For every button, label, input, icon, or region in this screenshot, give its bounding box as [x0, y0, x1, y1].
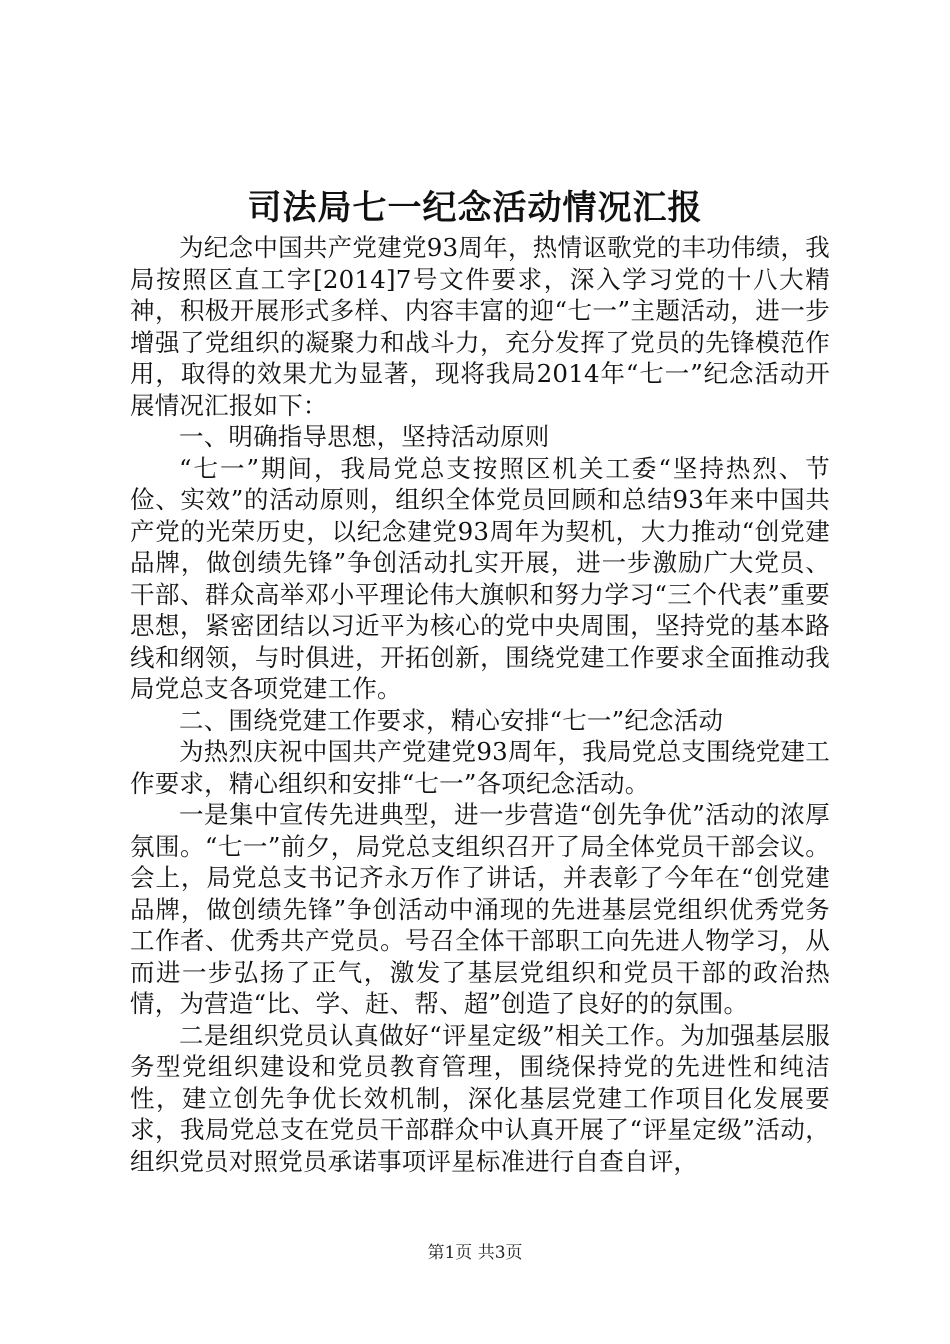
- document-body: [130, 232, 830, 1177]
- paragraph-section-2-intro: 为热烈庆祝中国共产党建党93周年，我局党总支围绕党建工作要求，精心组织和安排“七一”各项纪念活动。: [130, 737, 830, 798]
- paragraph-item-2: 二是组织党员认真做好“评星定级”相关工作。为加强基层服务型党组织建设和党员教育管理，围绕保持党的先进性和纯洁性，建立创先争优长效机制，深化基层党建工作项目化发展要求，我局党总支在党员干部群众中认真开展了“评星定级”活动，组织党员对照党员承诺事项评星标准进行自查自评，: [130, 1020, 830, 1176]
- paragraph-item-1: 一是集中宣传先进典型，进一步营造“创先争优”活动的浓厚氛围。“七一”前夕，局党总支组织召开了局全体党员干部会议。会上，局党总支书记齐永万作了讲话，并表彰了今年在“创党建品牌，做创绩先锋”争创活动中涌现的先进基层党组织优秀党务工作者、优秀共产党员。号召全体干部职工向先进人物学习，从而进一步弘扬了正气，激发了基层党组织和党员干部的政治热情，为营造“比、学、赶、帮、超”创造了良好的的氛围。: [130, 800, 830, 1018]
- document-title: 司法局七一纪念活动情况汇报: [247, 188, 703, 228]
- paragraph-section-1: “七一”期间，我局党总支按照区机关工委“坚持热烈、节俭、实效”的活动原则，组织全体党员回顾和总结93年来中国共产党的光荣历史，以纪念建党93周年为契机，大力推动“创党建品牌，做创绩先锋”争创活动扎实开展，进一步激励广大党员、干部、群众高举邓小平理论伟大旗帜和努力学习“三个代表”重要思想，紧密团结以习近平为核心的党中央周围，坚持党的基本路线和纲领，与时俱进，开拓创新，围绕党建工作要求全面推动我局党总支各项党建工作。: [130, 453, 830, 703]
- paragraph-intro: 为纪念中国共产党建党93周年，热情讴歌党的丰功伟绩，我局按照区直工字[2014]7号文件要求，深入学习党的十八大精神，积极开展形式多样、内容丰富的迎“七一”主题活动，进一步增强了党组织的凝聚力和战斗力，充分发挥了党员的先锋模范作用，取得的效果尤为显著，现将我局2014年“七一”纪念活动开展情况汇报如下：: [130, 233, 830, 420]
- section-heading-2: 二、围绕党建工作要求，精心安排“七一”纪念活动: [179, 705, 724, 735]
- page-number-footer: 第1页 共3页: [427, 1243, 523, 1263]
- section-heading-1: 一、明确指导思想，坚持活动原则: [179, 422, 550, 451]
